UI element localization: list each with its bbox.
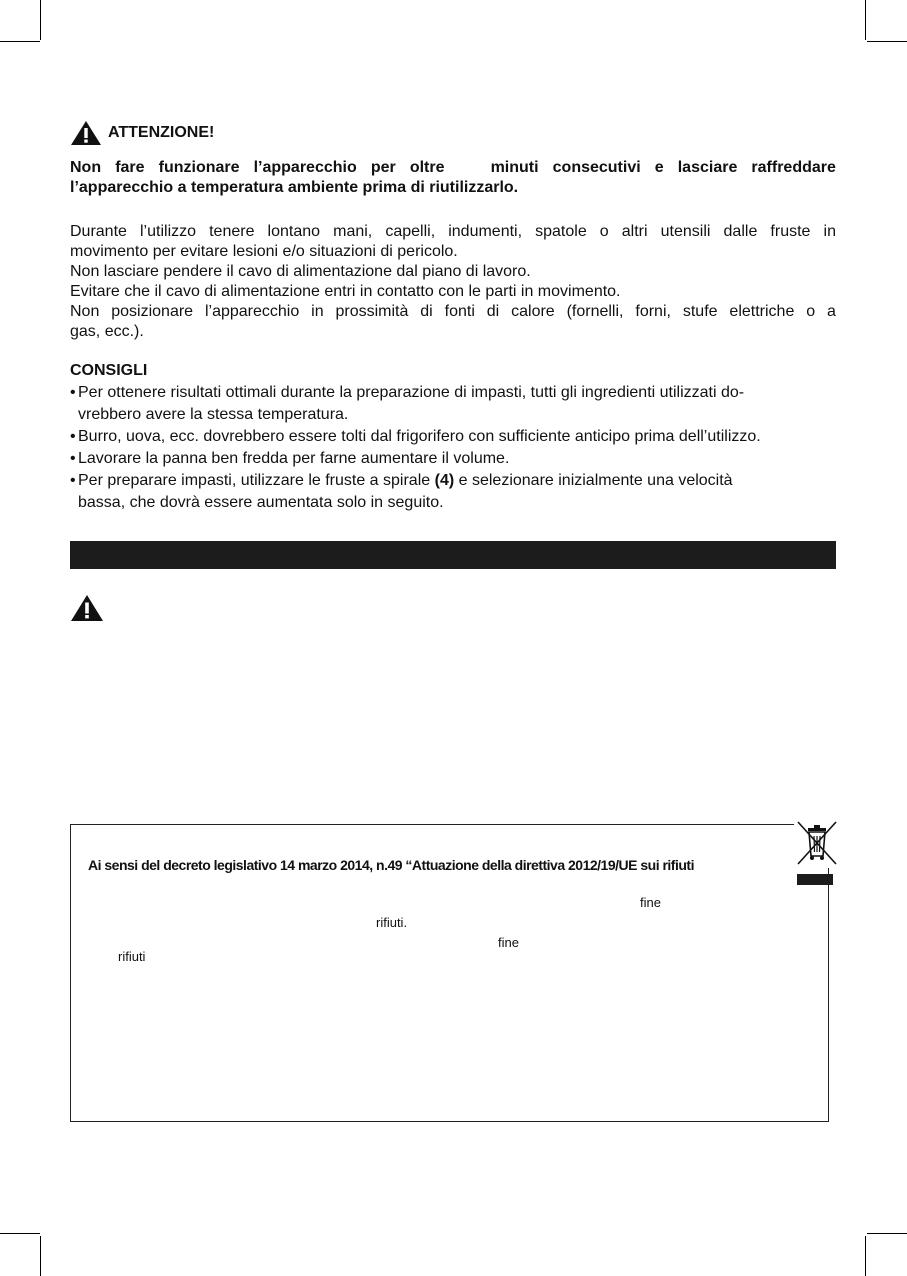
tip-item: • Per ottenere risultati ottimali durante la preparazione di impasti, tutti gli ingredienti utilizzati do- vrebbero avere la stessa temperatura. <box>70 382 836 426</box>
tip-item: • Burro, uova, ecc. dovrebbero essere tolti dal frigorifero con sufficiente anticipo prima dell’utilizzo. <box>70 426 836 448</box>
crop-mark <box>865 1236 866 1276</box>
crop-mark <box>867 1233 907 1234</box>
section-bar <box>70 541 836 569</box>
tip-item: • Lavorare la panna ben fredda per farne aumentare il volume. <box>70 448 836 470</box>
bin-underbar <box>797 874 833 885</box>
warning-title: ATTENZIONE! <box>108 124 215 141</box>
crop-mark <box>40 1236 41 1276</box>
warning-text: Non fare funzionare l’apparecchio per oltre minuti consecutivi e lasciare raffreddare l’apparecchio a temperatura ambiente prima di riutilizzarlo. <box>70 159 836 196</box>
usage-line: Non posizionare l’apparecchio in prossimità di fonti di calore (fornelli, forni, stufe elettriche o a <box>70 303 836 320</box>
crop-mark <box>40 0 41 40</box>
crossed-bin-icon <box>794 818 840 868</box>
weee-title: Ai sensi del decreto legislativo 14 marzo 2014, n.49 “Attuazione della direttiva 2012/19/UE sui rifiuti <box>88 857 694 873</box>
tips-heading: CONSIGLI <box>70 362 148 379</box>
tips-list <box>70 382 836 514</box>
weee-fragment: fine <box>498 935 519 950</box>
tip-item: • Per preparare impasti, utilizzare le fruste a spirale (4) e selezionare inizialmente una velocità bassa, che dovrà essere aumentata solo in seguito. <box>70 470 836 514</box>
weee-fragment: rifiuti <box>118 949 146 964</box>
weee-fragment: rifiuti. <box>376 915 408 930</box>
usage-line: Durante l’utilizzo tenere lontano mani, capelli, indumenti, spatole o altri utensili dalle fruste in <box>70 223 836 240</box>
warning-line-1: Non fare funzionare l’apparecchio per oltre minuti consecutivi e lasciare raffreddare <box>70 159 836 176</box>
crop-mark <box>865 0 866 40</box>
crop-mark <box>867 41 907 42</box>
warning-triangle-icon <box>70 120 102 146</box>
warning-heading <box>70 120 214 146</box>
crop-mark <box>0 41 40 42</box>
warning-triangle-icon <box>70 594 104 622</box>
usage-text: Durante l’utilizzo tenere lontano mani, capelli, indumenti, spatole o altri utensili dalle fruste in movimento per evitare lesioni e/o situazioni di pericolo. Non lasciare pendere il cavo di alimentazione dal piano di lavoro. Evitare che il cavo di alimentazione entri in contatto con le parti in movimento. Non posizionare l’apparecchio in prossimità di fonti di calore (fornelli, forni, stufe elettriche o a gas, ecc.). <box>70 223 836 340</box>
weee-fragment: fine <box>640 895 661 910</box>
crop-mark <box>0 1233 40 1234</box>
